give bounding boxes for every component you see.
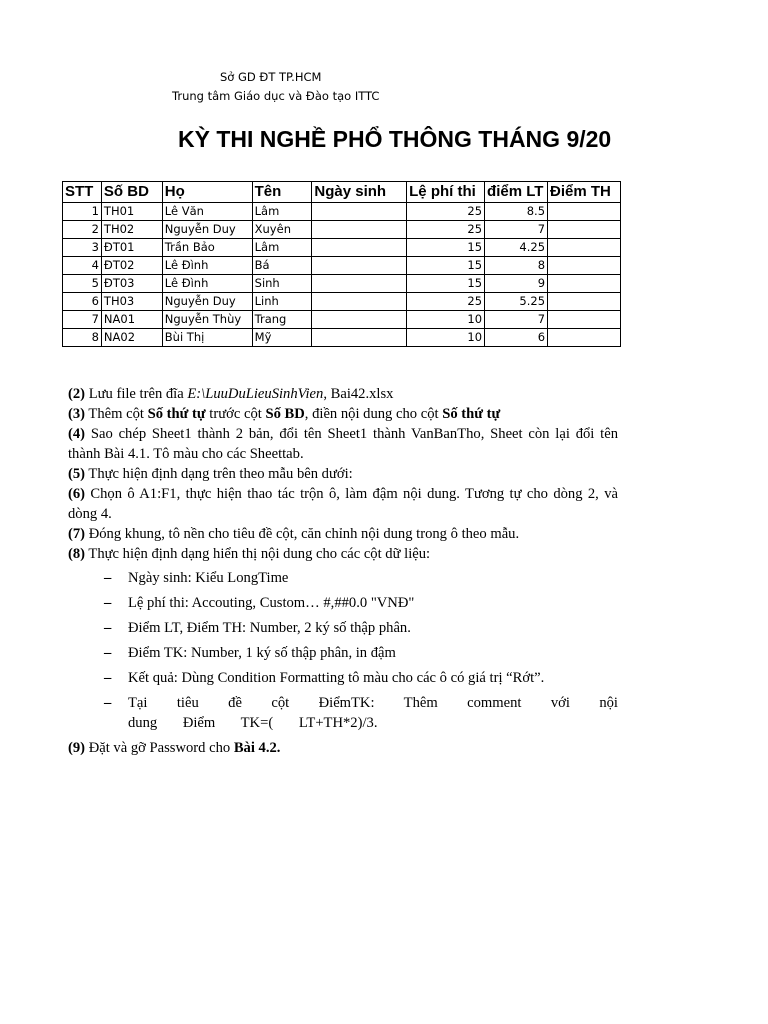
step-text: , Bai42.xlsx <box>323 386 394 402</box>
header-row <box>63 182 621 203</box>
cell-diem-th[interactable] <box>548 293 621 311</box>
step-number: (6) <box>68 486 86 502</box>
cell-diem-th[interactable] <box>548 203 621 221</box>
cell-ho[interactable]: Lê Đình <box>162 257 252 275</box>
cell-ho[interactable]: Lê Văn <box>162 203 252 221</box>
cell-ten[interactable]: Xuyên <box>252 221 312 239</box>
cell-diem-th[interactable] <box>548 257 621 275</box>
step-number: (8) <box>68 546 86 562</box>
title-clip <box>60 122 621 162</box>
cell-ten[interactable]: Linh <box>252 293 312 311</box>
step-4 <box>68 424 618 464</box>
step-text: Thực hiện định dạng trên theo mẫu bên dưới: <box>88 466 353 482</box>
step-text: Chọn ô A1:F1, thực hiện thao tác trộn ô, làm đậm nội dung. Tương tự cho dòng 2, và dòng 4. <box>68 486 618 522</box>
instructions <box>68 384 618 758</box>
dash-icon: – <box>104 595 112 611</box>
table-row <box>63 293 621 311</box>
cell-stt[interactable]: 1 <box>63 203 102 221</box>
step-text: Thực hiện định dạng hiển thị nội dung cho các cột dữ liệu: <box>88 546 431 562</box>
step-7 <box>68 524 618 544</box>
org-header: Sở GD ĐT TP.HCM <box>220 70 322 84</box>
cell-so-bd[interactable]: NA01 <box>101 311 162 329</box>
list-item-text: Ngày sinh: Kiểu LongTime <box>128 570 289 586</box>
step-text: Lưu file trên đĩa <box>88 386 188 402</box>
list-item-text: Kết quả: Dùng Condition Formatting tô màu cho các ô có giá trị “Rớt”. <box>128 670 545 686</box>
cell-ngay-sinh[interactable] <box>312 221 407 239</box>
dash-icon: – <box>104 670 112 686</box>
step-text: Đặt và gỡ Password cho <box>88 740 234 756</box>
step-8 <box>68 544 618 564</box>
cell-stt[interactable]: 8 <box>63 329 102 347</box>
format-list <box>68 568 618 733</box>
cell-stt[interactable]: 2 <box>63 221 102 239</box>
cell-diem-th[interactable] <box>548 221 621 239</box>
cell-diem-lt[interactable]: 8.5 <box>485 203 548 221</box>
cell-stt[interactable]: 4 <box>63 257 102 275</box>
list-item-text: Điểm LT, Điểm TH: Number, 2 ký số thập phân. <box>128 620 411 636</box>
cell-so-bd[interactable]: TH01 <box>101 203 162 221</box>
step-3 <box>68 404 618 424</box>
step-number: (4) <box>68 426 86 442</box>
dash-icon: – <box>104 645 112 661</box>
step-text: Đóng khung, tô nền cho tiêu đề cột, căn chỉnh nội dung trong ô theo mẫu. <box>88 526 520 542</box>
cell-so-bd[interactable]: TH02 <box>101 221 162 239</box>
cell-ngay-sinh[interactable] <box>312 329 407 347</box>
step-9 <box>68 738 618 758</box>
table-row <box>63 239 621 257</box>
cell-diem-lt[interactable]: 7 <box>485 311 548 329</box>
cell-le-phi[interactable]: 25 <box>407 221 485 239</box>
cell-ho[interactable]: Lê Đình <box>162 275 252 293</box>
step-text: Thêm cột <box>88 406 148 422</box>
col-header-le-phi[interactable]: Lệ phí thi <box>407 182 485 203</box>
dash-icon: – <box>104 620 112 636</box>
step-text-bold: Số BD <box>265 406 305 422</box>
cell-stt[interactable]: 7 <box>63 311 102 329</box>
cell-so-bd[interactable]: NA02 <box>101 329 162 347</box>
cell-diem-lt[interactable]: 5.25 <box>485 293 548 311</box>
cell-ho[interactable]: Nguyễn Duy <box>162 293 252 311</box>
cell-ho[interactable]: Nguyễn Thùy <box>162 311 252 329</box>
step-text-bold: Số thứ tự <box>147 406 206 422</box>
cell-diem-lt[interactable]: 6 <box>485 329 548 347</box>
list-item-text: Điểm TK: Number, 1 ký số thập phân, in đậm <box>128 645 396 661</box>
cell-le-phi[interactable]: 25 <box>407 293 485 311</box>
cell-le-phi[interactable]: 15 <box>407 239 485 257</box>
cell-ngay-sinh[interactable] <box>312 257 407 275</box>
cell-so-bd[interactable]: ĐT02 <box>101 257 162 275</box>
table-row <box>63 311 621 329</box>
list-item-text: Tại tiêu đề cột ĐiểmTK: Thêm comment với nội dung Điểm TK=( LT+TH*2)/3. <box>128 695 618 731</box>
step-text: trước cột <box>205 406 266 422</box>
list-item <box>104 618 618 638</box>
cell-diem-lt[interactable]: 9 <box>485 275 548 293</box>
cell-diem-lt[interactable]: 4.25 <box>485 239 548 257</box>
cell-ho[interactable]: Nguyễn Duy <box>162 221 252 239</box>
cell-ngay-sinh[interactable] <box>312 275 407 293</box>
step-2 <box>68 384 618 404</box>
table-row <box>63 203 621 221</box>
list-item <box>104 568 618 588</box>
cell-diem-lt[interactable]: 7 <box>485 221 548 239</box>
cell-stt[interactable]: 6 <box>63 293 102 311</box>
col-header-stt[interactable]: STT <box>63 182 102 203</box>
cell-le-phi[interactable]: 15 <box>407 257 485 275</box>
cell-le-phi[interactable]: 10 <box>407 311 485 329</box>
step-text: Sao chép Sheet1 thành 2 bản, đổi tên Sheet1 thành VanBanTho, Sheet còn lại đổi tên thành Bài 4.1. Tô màu cho các Sheettab. <box>68 426 618 462</box>
cell-diem-th[interactable] <box>548 329 621 347</box>
cell-ho[interactable]: Bùi Thị <box>162 329 252 347</box>
step-text-bold: Bài 4.2. <box>233 740 281 756</box>
table-row <box>63 329 621 347</box>
cell-so-bd[interactable]: ĐT01 <box>101 239 162 257</box>
list-item <box>104 593 618 613</box>
step-number: (7) <box>68 526 86 542</box>
col-header-ngay-sinh[interactable]: Ngày sinh <box>312 182 407 203</box>
step-text: , điền nội dung cho cột <box>304 406 443 422</box>
step-number: (2) <box>68 386 86 402</box>
step-number: (5) <box>68 466 86 482</box>
cell-ten[interactable]: Trang <box>252 311 312 329</box>
score-table <box>62 181 621 347</box>
cell-le-phi[interactable]: 25 <box>407 203 485 221</box>
dash-icon: – <box>104 570 112 586</box>
step-text-bold: Số thứ tự <box>442 406 501 422</box>
cell-ngay-sinh[interactable] <box>312 203 407 221</box>
col-header-so-bd[interactable]: Số BD <box>101 182 162 203</box>
cell-stt[interactable]: 3 <box>63 239 102 257</box>
cell-stt[interactable]: 5 <box>63 275 102 293</box>
list-item <box>104 643 618 663</box>
step-number: (3) <box>68 406 86 422</box>
cell-ten[interactable]: Sinh <box>252 275 312 293</box>
center-header: Trung tâm Giáo dục và Đào tạo ITTC <box>172 89 380 103</box>
col-header-diem-lt[interactable]: điểm LT <box>485 182 548 203</box>
cell-so-bd[interactable]: ĐT03 <box>101 275 162 293</box>
list-item <box>104 668 618 688</box>
cell-le-phi[interactable]: 10 <box>407 329 485 347</box>
cell-le-phi[interactable]: 15 <box>407 275 485 293</box>
step-number: (9) <box>68 740 86 756</box>
table-row <box>63 221 621 239</box>
cell-diem-th[interactable] <box>548 275 621 293</box>
step-5 <box>68 464 618 484</box>
table-row <box>63 275 621 293</box>
col-header-diem-th[interactable]: Điểm TH <box>548 182 621 203</box>
cell-ngay-sinh[interactable] <box>312 293 407 311</box>
table-row <box>63 257 621 275</box>
cell-diem-lt[interactable]: 8 <box>485 257 548 275</box>
step-6 <box>68 484 618 524</box>
cell-diem-th[interactable] <box>548 311 621 329</box>
cell-so-bd[interactable]: TH03 <box>101 293 162 311</box>
cell-ho[interactable]: Trần Bảo <box>162 239 252 257</box>
score-table-wrap <box>62 181 621 352</box>
cell-ten[interactable]: Lâm <box>252 239 312 257</box>
cell-ten[interactable]: Lâm <box>252 203 312 221</box>
cell-diem-th[interactable] <box>548 239 621 257</box>
cell-ten[interactable]: Bá <box>252 257 312 275</box>
list-item-text: Lệ phí thi: Accouting, Custom… #,##0.0 "VNĐ" <box>128 595 415 611</box>
exam-title: KỲ THI NGHỀ PHỔ THÔNG THÁNG 9/20 <box>178 126 612 152</box>
cell-ten[interactable]: Mỹ <box>252 329 312 347</box>
col-header-ten[interactable]: Tên <box>252 182 312 203</box>
file-path: E:\LuuDuLieuSinhVien <box>187 386 324 402</box>
cell-ngay-sinh[interactable] <box>312 311 407 329</box>
dash-icon: – <box>104 695 112 711</box>
list-item <box>104 693 618 733</box>
col-header-ho[interactable]: Họ <box>162 182 252 203</box>
cell-ngay-sinh[interactable] <box>312 239 407 257</box>
